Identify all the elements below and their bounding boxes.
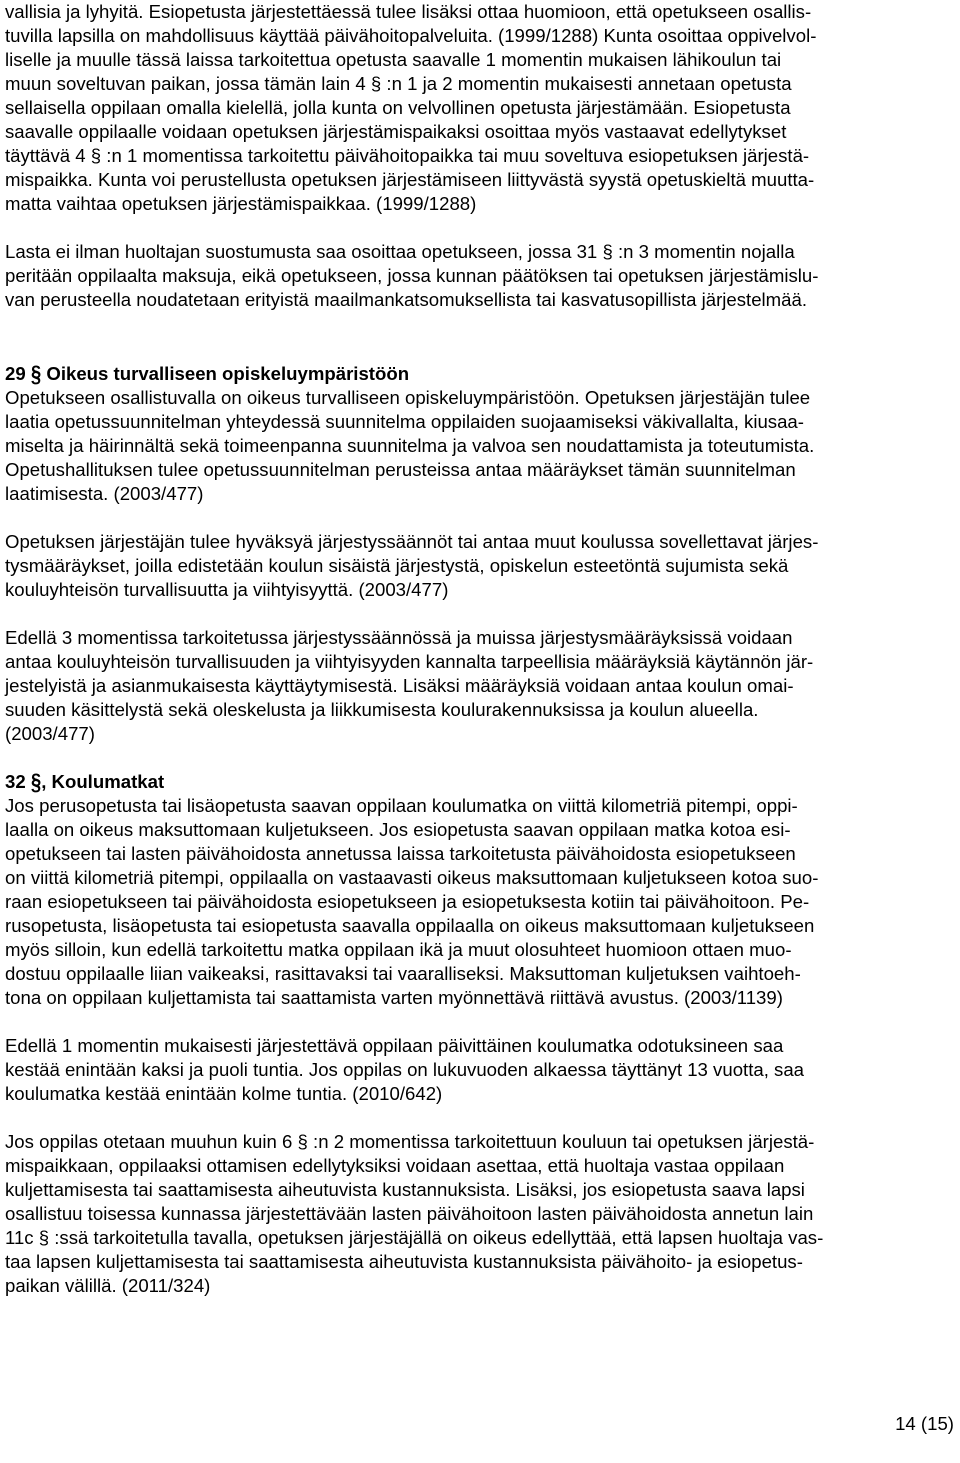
paragraph-gap [5,602,953,626]
paragraph-line: jestelyistä ja asianmukaisesta käyttäytymisestä. Lisäksi määräyksiä voidaan antaa koulun omai- [5,675,794,696]
paragraph-line: Jos oppilas otetaan muuhun kuin 6 § :n 2 momentissa tarkoitettuun kouluun tai opetuksen järjestä- [5,1131,815,1152]
paragraph-line: Opetukseen osallistuvalla on oikeus turvalliseen opiskeluympäristöön. Opetuksen järjestäjän tulee [5,387,811,408]
paragraph-line: suuden käsittelystä sekä oleskelusta ja liikkumisesta koulurakennuksissa ja koulun alueella. [5,699,759,720]
paragraph-line: laatimisesta. (2003/477) [5,483,204,504]
section-number: 29 [5,363,26,384]
paragraph-line: opetukseen tai lasten päivähoidosta annetussa laissa tarkoitetusta päivähoidosta esiopetukseen [5,843,796,864]
section-title: Oikeus turvalliseen opiskeluympäristöön [46,363,410,384]
paragraph-line: mispaikka. Kunta voi perustellusta opetuksen järjestämiseen liittyvästä syystä opetuskieltä muutta- [5,169,815,190]
paragraph-line: 11c § :ssä tarkoitetulla tavalla, opetuksen järjestäjällä on oikeus edellyttää, että lapsen huoltaja vas- [5,1227,824,1248]
paragraph-line: muun soveltuvan paikan, jossa tämän lain 4 § :n 1 ja 2 momentin mukaisesti annetaan opetusta [5,73,792,94]
paragraph [5,240,953,312]
paragraph-line: (2003/477) [5,723,95,744]
paragraph [5,1034,953,1106]
paragraph-line: vallisia ja lyhyitä. Esiopetusta järjestettäessä tulee lisäksi ottaa huomioon, että opetukseen osallis- [5,1,812,22]
paragraph-line: kestää enintään kaksi ja puoli tuntia. Jos oppilas on lukuvuoden alkaessa täyttänyt 13 vuotta, saa [5,1059,805,1080]
paragraph-line: rusopetusta, lisäopetusta tai esiopetusta saavalla oppilaalla on oikeus maksuttomaan kuljetukseen [5,915,815,936]
paragraph-line: taa lapsen kuljettamisesta tai saattamisesta aiheutuvista kustannuksista päivähoito- ja esiopetus- [5,1251,803,1272]
page-number: 14 (15) [895,1413,954,1434]
paragraph-line: laatia opetussuunnitelman yhteydessä suunnitelma oppilaiden suojaamiseksi väkivallalta, kiusaa- [5,411,804,432]
section-number: 32 [5,771,26,792]
paragraph-line: dostuu oppilaalle liian vaikeaksi, rasittavaksi tai vaaralliseksi. Maksuttoman kuljetuksen vaihtoeh- [5,963,801,984]
paragraph-line: tuvilla lapsilla on mahdollisuus käyttää päivähoitopalveluita. (1999/1288) Kunta osoittaa oppivelvol- [5,25,817,46]
paragraph-gap [5,506,953,530]
paragraph [5,794,953,1010]
paragraph-line: saavalle oppilaalle voidaan opetuksen järjestämispaikaksi osoittaa myös vastaavat edellytykset [5,121,787,142]
paragraph-gap [5,1106,953,1130]
paragraph [5,530,953,602]
paragraph-line: laalla on oikeus maksuttomaan kuljetukseen. Jos esiopetusta saavan oppilaan matka kotoa esi- [5,819,791,840]
paragraph-gap [5,1010,953,1034]
paragraph-line: osallistuu toisessa kunnassa järjestettävään lasten päivähoitoon lasten päivähoidosta annetun lain [5,1203,814,1224]
section-gap [5,312,953,362]
paragraph-line: mispaikkaan, oppilaaksi ottamisen edellytyksiksi voidaan asettaa, että huoltaja vastaa oppilaan [5,1155,785,1176]
paragraph-line: Opetushallituksen tulee opetussuunnitelman perusteissa antaa määräykset tämän suunnitelman [5,459,796,480]
paragraph-gap [5,746,953,770]
paragraph-line: Opetuksen järjestäjän tulee hyväksyä järjestyssäännöt tai antaa muut koulussa sovellettavat järjes- [5,531,819,552]
paragraph-line: Lasta ei ilman huoltajan suostumusta saa osoittaa opetukseen, jossa 31 § :n 3 momentin nojalla [5,241,795,262]
paragraph-line: tona on oppilaan kuljettamista tai saattamista varten myönnettävä riittävä avustus. (2003/1139) [5,987,783,1008]
paragraph-line: tysmääräykset, joilla edistetään koulun sisäistä järjestystä, opiskelun esteetöntä sujumista sekä [5,555,789,576]
section-heading-29 [5,362,953,386]
paragraph-line: kuljettamisesta tai saattamisesta aiheutuvista kustannuksista. Lisäksi, jos esiopetusta saava lapsi [5,1179,805,1200]
paragraph-line: matta vaihtaa opetuksen järjestämispaikkaa. (1999/1288) [5,193,477,214]
paragraph [5,0,953,216]
paragraph-line: Edellä 1 momentin mukaisesti järjestettävä oppilaan päivittäinen koulumatka odotuksineen saa [5,1035,784,1056]
section-sign: § [30,768,42,795]
paragraph-line: myös silloin, kun edellä tarkoitettu matka oppilaan ikä ja muut olosuhteet huomioon ottaen muo- [5,939,792,960]
paragraph [5,386,953,506]
paragraph-line: liselle ja muulle tässä laissa tarkoitettua opetusta saavalle 1 momentin mukaisen lähikoulun tai [5,49,782,70]
paragraph-line: antaa kouluyhteisön turvallisuuden ja viihtyisyyden kannalta tarpeellisia määräyksiä käytännön jär- [5,651,814,672]
paragraph-line: kouluyhteisön turvallisuutta ja viihtyisyyttä. (2003/477) [5,579,449,600]
paragraph-line: raan esiopetukseen tai päivähoidosta esiopetukseen ja esiopetuksesta kotiin tai päivähoitoon. Pe- [5,891,810,912]
paragraph-line: Jos perusopetusta tai lisäopetusta saavan oppilaan koulumatka on viittä kilometriä pitempi, oppi- [5,795,798,816]
paragraph-line: paikan välillä. (2011/324) [5,1275,211,1296]
paragraph-line: van perusteella noudatetaan erityistä maailmankatsomuksellista tai kasvatusopillista järjestelmää. [5,289,808,310]
paragraph-line: peritään oppilaalta maksuja, eikä opetukseen, jossa kunnan päätöksen tai opetuksen järjestämislu- [5,265,819,286]
paragraph-line: miselta ja häirinnältä sekä toimeenpanna suunnitelma ja valvoa sen noudattamista ja toteutumista. [5,435,815,456]
section-sign: § [30,360,42,387]
paragraph-gap [5,216,953,240]
section-heading-32 [5,770,953,794]
paragraph-line: Edellä 3 momentissa tarkoitetussa järjestyssäännössä ja muissa järjestysmääräyksissä voidaan [5,627,793,648]
paragraph-line: täyttävä 4 § :n 1 momentissa tarkoitettu päivähoitopaikka tai muu soveltuva esiopetuksen järjestä- [5,145,810,166]
paragraph-line: on viittä kilometriä pitempi, oppilaalla on vastaavasti oikeus maksuttomaan kuljetukseen kotoa suo- [5,867,819,888]
paragraph-line: koulumatka kestää enintään kolme tuntia. (2010/642) [5,1083,443,1104]
paragraph-line: sellaisella oppilaan omalla kielellä, jolla kunta on velvollinen opetusta järjestämään. Esiopetusta [5,97,791,118]
section-title: , Koulumatkat [41,771,165,792]
document-page [5,0,953,1298]
paragraph [5,626,953,746]
paragraph [5,1130,953,1298]
